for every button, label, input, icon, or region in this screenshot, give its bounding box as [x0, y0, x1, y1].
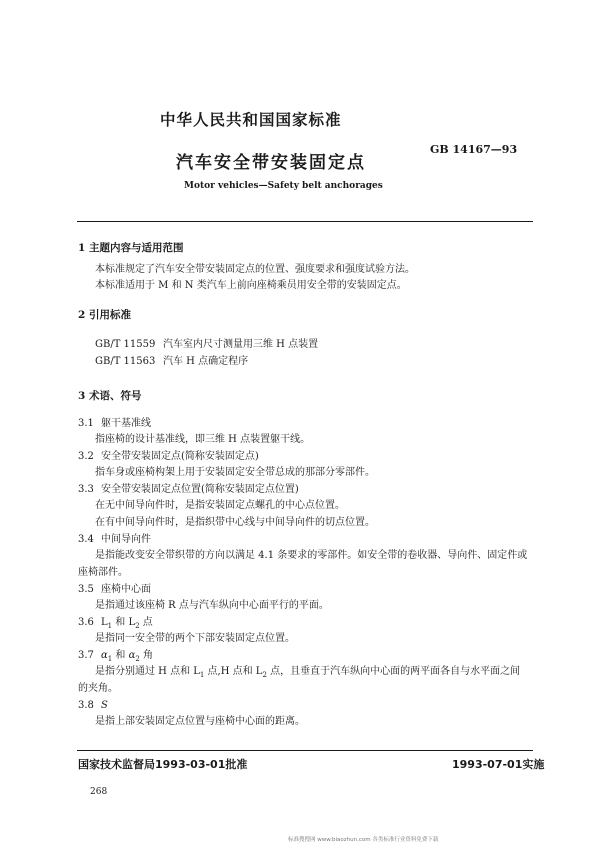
footer-rule [77, 750, 533, 751]
term-3-8-number: 3.8 [78, 700, 94, 711]
approval-note: 国家技术监督局1993-03-01批准 [78, 758, 248, 771]
section-1-para-1: 本标准规定了汽车安全带安装固定点的位置、强度要求和强度试验方法。 [95, 264, 415, 275]
term-3-5-definition: 是指通过该座椅 R 点与汽车纵向中心面平行的平面。 [95, 600, 329, 611]
section-1-heading: 1 主题内容与适用范围 [78, 242, 184, 254]
watermark-text: 标准搜搜网 www.biaozhun.com 各类标准行业资料免费下载 [288, 837, 439, 843]
term-3-2-number: 3.2 [78, 451, 94, 462]
effective-date: 1993-07-01实施 [452, 758, 545, 771]
standard-number: GB 14167—93 [430, 143, 518, 156]
term-3-4-definition-2: 座椅部件。 [78, 567, 128, 578]
term-3-3-title: 安全带安装固定点位置(简称安装固定点位置) [101, 484, 299, 495]
header-rule [77, 221, 533, 222]
term-3-1-title: 躯干基准线 [101, 418, 151, 429]
term-3-7-number: 3.7 [78, 650, 94, 661]
term-3-5-number: 3.5 [78, 584, 94, 595]
term-3-4-title: 中间导向件 [101, 534, 151, 545]
page-number: 268 [90, 787, 108, 797]
term-3-8-title: S [101, 700, 108, 711]
document-title-english: Motor vehicles—Safety belt anchorages [184, 181, 383, 191]
reference-2-title: 汽车 H 点确定程序 [163, 356, 249, 367]
term-3-6-title: $L_1$ 和 $L_2$ 点 [101, 617, 153, 630]
section-1-para-2: 本标准适用于 M 和 N 类汽车上前向座椅乘员用安全带的安装固定点。 [95, 280, 407, 291]
term-3-3-definition-2: 在有中间导向件时，是指织带中心线与中间导向件的切点位置。 [95, 517, 375, 528]
reference-1-code: GB/T 11559 [95, 339, 156, 350]
term-3-4-number: 3.4 [78, 534, 94, 545]
term-3-7-title: $\alpha_1$ 和 $\alpha_2$ 角 [101, 650, 154, 663]
reference-2-code: GB/T 11563 [95, 356, 156, 367]
term-3-7-definition-1: 是指分别通过 H 点和 $L_1$ 点,H 点和 $L_2$ 点，且垂直于汽车纵向中心面的两平面各自与水平面之间 [95, 666, 521, 679]
term-3-2-title: 安全带安装固定点(简称安装固定点) [101, 451, 259, 462]
term-3-7-definition-2: 的夹角。 [78, 683, 118, 694]
reference-1-title: 汽车室内尺寸测量用三维 H 点装置 [163, 339, 319, 350]
term-3-8-definition: 是指上部安装固定点位置与座椅中心面的距离。 [95, 716, 305, 727]
section-2-heading: 2 引用标准 [78, 309, 131, 321]
term-3-6-number: 3.6 [78, 617, 94, 628]
term-3-3-number: 3.3 [78, 484, 94, 495]
document-title: 汽车安全带安装固定点 [176, 153, 366, 173]
term-3-3-definition-1: 在无中间导向件时，是指安装固定点螺孔的中心点位置。 [95, 500, 345, 511]
org-title: 中华人民共和国国家标准 [160, 111, 342, 129]
term-3-4-definition-1: 是指能改变安全带织带的方向以满足 4.1 条要求的零部件。如安全带的卷收器、导向件、固定件或 [95, 550, 528, 561]
term-3-1-definition: 指座椅的设计基准线，即三维 H 点装置躯干线。 [95, 434, 311, 445]
term-3-5-title: 座椅中心面 [101, 584, 151, 595]
term-3-1-number: 3.1 [78, 418, 94, 429]
term-3-2-definition: 指车身或座椅构架上用于安装固定安全带总成的那部分零部件。 [95, 467, 375, 478]
section-3-heading: 3 术语、符号 [78, 390, 142, 402]
term-3-6-definition: 是指同一安全带的两个下部安装固定点位置。 [95, 633, 295, 644]
